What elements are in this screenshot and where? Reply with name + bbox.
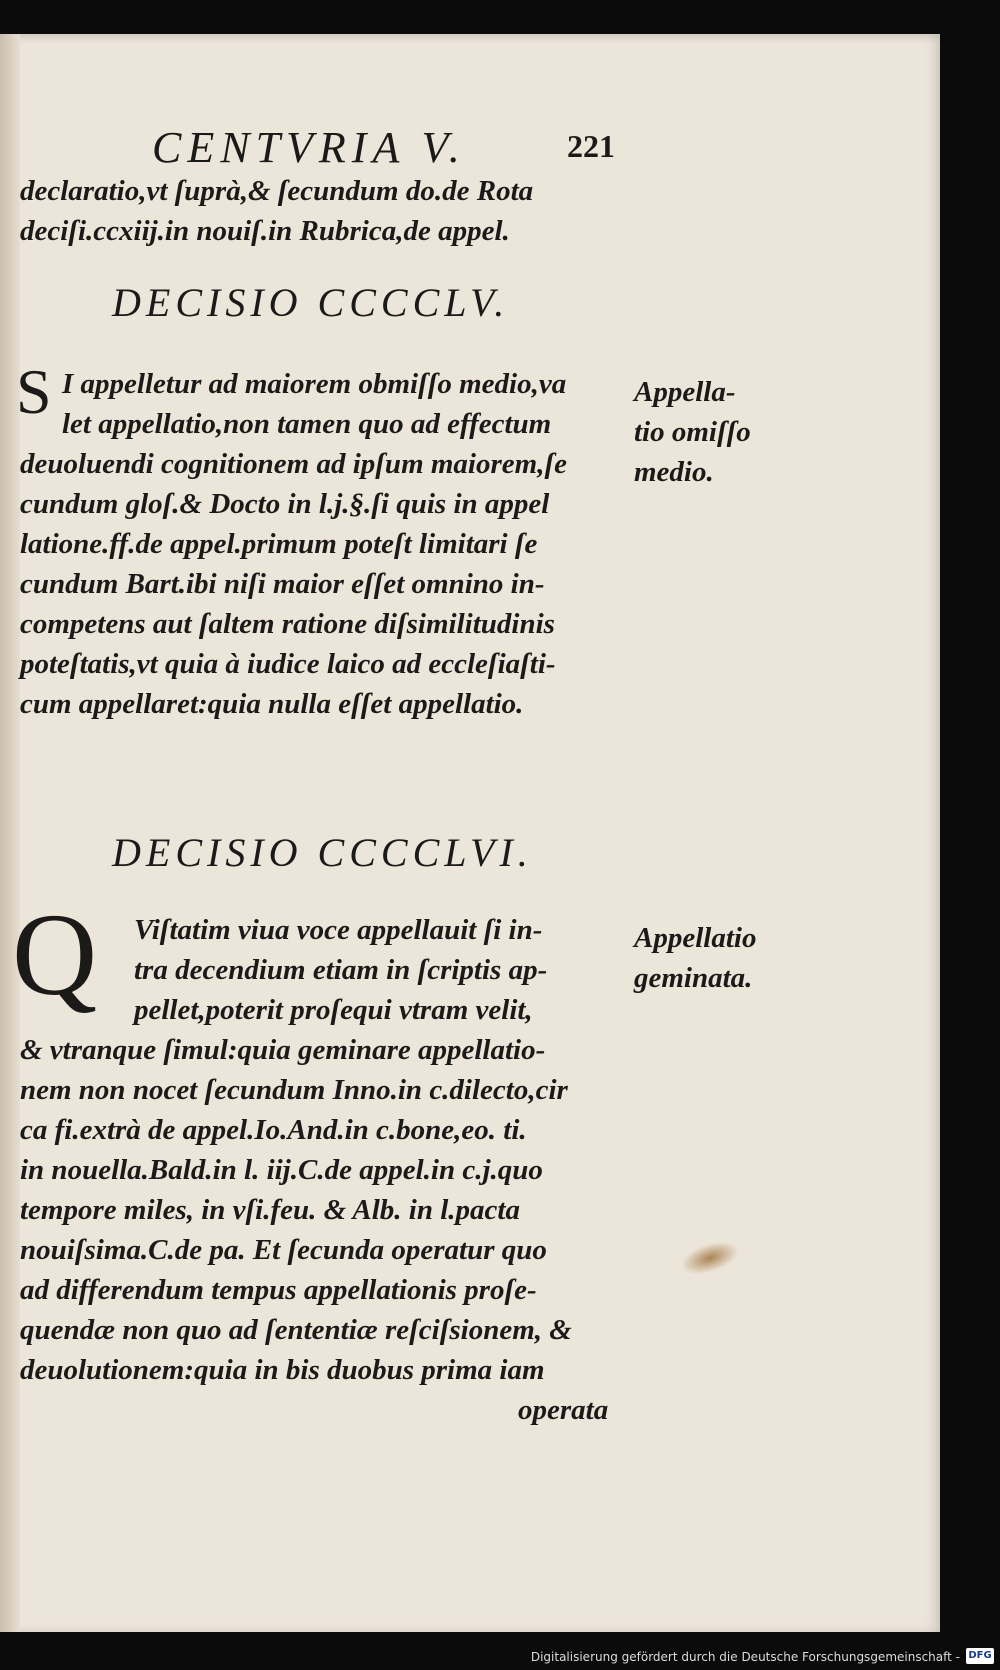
- decisio-456-line: & vtranque ſimul:quia geminare appellatio-: [20, 1034, 546, 1066]
- digitization-footer: [0, 1638, 1000, 1670]
- decisio-455-marginal-note: tio omiſſo: [634, 416, 751, 448]
- paper-stain: [677, 1235, 743, 1280]
- catchword: operata: [518, 1394, 609, 1426]
- decisio-456-line: tra decendium etiam in ſcriptis ap-: [134, 954, 548, 986]
- decisio-455-marginal-note: Appella-: [634, 376, 736, 408]
- decisio-455-line: cum appellaret:quia nulla eſſet appellatio.: [20, 688, 524, 720]
- decisio-456-line: nouiſsima.C.de pa. Et ſecunda operatur quo: [20, 1234, 547, 1266]
- decisio-455-line: poteſtatis,vt quia à iudice laico ad eccleſiaſti-: [20, 648, 556, 680]
- decisio-456-marginal-note: geminata.: [634, 962, 753, 994]
- decisio-456-line: tempore miles, in vſi.feu. & Alb. in l.pacta: [20, 1194, 520, 1226]
- decisio-455-marginal-note: medio.: [634, 456, 714, 488]
- page-spine-edge: [0, 34, 20, 1632]
- decisio-455-line: competens aut ſaltem ratione diſsimilitudinis: [20, 608, 555, 640]
- decisio-456-line: ad differendum tempus appellationis proſe-: [20, 1274, 537, 1306]
- decisio-455-line: let appellatio,non tamen quo ad effectum: [62, 408, 552, 440]
- running-header-title: CENTVRIA V.: [152, 123, 466, 172]
- book-page: [0, 34, 940, 1632]
- decisio-455-heading: DECISIO CCCCLV.: [112, 280, 510, 325]
- dfg-logo: DFG: [966, 1648, 994, 1664]
- decisio-455-line: cundum gloſ.& Docto in l.j.§.ſi quis in appel: [20, 488, 550, 520]
- decisio-456-line: Viſtatim viua voce appellauit ſi in-: [134, 914, 543, 946]
- decisio-456-heading: DECISIO CCCCLVI.: [112, 830, 533, 875]
- intro-line: deciſi.ccxiij.in nouiſ.in Rubrica,de appel.: [20, 215, 510, 247]
- decisio-455-line: latione.ff.de appel.primum poteſt limitari ſe: [20, 528, 538, 560]
- decisio-456-line: quendæ non quo ad ſententiæ reſciſsionem, &: [20, 1314, 572, 1346]
- decisio-455-line: I appelletur ad maiorem obmiſſo medio,va: [62, 368, 567, 400]
- decisio-455-line: cundum Bart.ibi niſi maior eſſet omnino in-: [20, 568, 545, 600]
- page-number: 221: [567, 128, 615, 164]
- decisio-456-line: in nouella.Bald.in l. iij.C.de appel.in c.j.quo: [20, 1154, 543, 1186]
- funding-credit: Digitalisierung gefördert durch die Deutsche Forschungsgemeinschaft -: [530, 1650, 960, 1664]
- decisio-456-initial: Q: [12, 889, 98, 1020]
- decisio-456-marginal-note: Appellatio: [634, 922, 757, 954]
- decisio-456-line: ca fi.extrà de appel.Io.And.in c.bone,eo. ti.: [20, 1114, 527, 1146]
- decisio-456-line: deuolutionem:quia in bis duobus prima iam: [20, 1354, 545, 1386]
- intro-line: declaratio,vt ſuprà,& ſecundum do.de Rota: [20, 175, 534, 207]
- decisio-455-line: deuoluendi cognitionem ad ipſum maiorem,ſe: [20, 448, 567, 480]
- decisio-456-line: nem non nocet ſecundum Inno.in c.dilecto,cir: [20, 1074, 568, 1106]
- decisio-456-line: pellet,poterit proſequi vtram velit,: [134, 994, 533, 1026]
- decisio-455-initial: S: [16, 356, 52, 427]
